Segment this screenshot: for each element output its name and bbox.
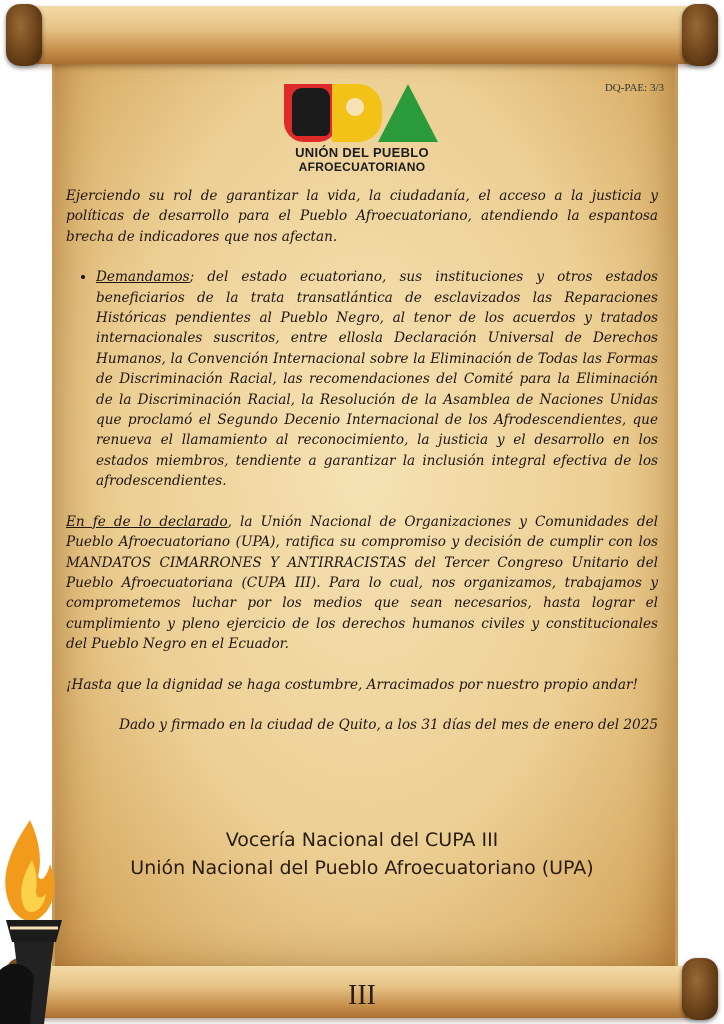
demand-item — [96, 267, 658, 491]
signature-line2: Unión Nacional del Pueblo Afroecuatoriano (UPA) — [130, 857, 594, 879]
document-body — [66, 186, 658, 735]
motto-paragraph: ¡Hasta que la dignidad se haga costumbre, Arracimados por nuestro propio andar! — [66, 676, 638, 693]
scroll-knob-top-right — [682, 4, 718, 66]
demand-lead: Demandamos — [96, 269, 190, 286]
signature-block — [66, 826, 658, 882]
raised-fist-icon — [292, 88, 330, 136]
upa-logo-mark — [284, 84, 440, 146]
scroll-knob-top-left — [6, 4, 42, 66]
page-number: III — [348, 980, 376, 1011]
document-reference: DQ-PAE: 3/3 — [604, 82, 664, 94]
demands-list — [66, 267, 658, 491]
signature-line1: Vocería Nacional del CUPA III — [225, 829, 499, 851]
logo-line2: AFROECUATORIANO — [298, 160, 426, 174]
upa-logo — [284, 84, 440, 178]
scroll-top-rod — [30, 6, 694, 64]
date-line: Dado y firmado en la ciudad de Quito, a los 31 días del mes de enero del 2025 — [119, 716, 658, 733]
logo-line1: UNIÓN DEL PUEBLO — [295, 145, 429, 160]
intro-paragraph: Ejerciendo su rol de garantizar la vida, la ciudadanía, el acceso a la justicia y políticas de desarrollo para el Pueblo Afroecuatoriano, atendiendo la espantosa brecha de indicadores que nos afectan. — [66, 188, 658, 245]
declaration-text: , la Unión Nacional de Organizaciones y Comunidades del Pueblo Afroecuatoriano (UPA), ratifica su compromiso y decisión de cumplir con los MANDATOS CIMARRONES Y ANTIRRACISTAS del Tercer Congreso Unitario del Pueblo Afroecuatoriana (CUPA III). Para lo cual, nos organizamos, trabajamos y comprometemos luchar por los medios que sean necesarios, hasta lograr el cumplimiento y pleno ejercicio de los derechos humanos civiles y constitucionales del Pueblo Negro en el Ecuador. — [66, 513, 658, 653]
declaration-paragraph — [66, 512, 658, 655]
demand-text: ; del estado ecuatoriano, sus instituciones y otros estados beneficiarios de la trata transatlántica de esclavizados las Reparaciones Históricas pendientes al Pueblo Negro, al tenor de los acuerdos y tratados internacionales suscritos, entre ellosla Declaración Universal de Derechos Humanos, la Convención Internacional sobre la Eliminación de Todas las Formas de Discriminación Racial, las recomendaciones del Comité para la Eliminación de la Discriminación Racial, la Resolución de la Asamblea de Naciones Unidas que proclamó el Segundo Decenio Internacional de los Afrodescendientes, que renueva el llamamiento al reconocimiento, la justicia y el desarrollo en los estados miembros, tendiente a garantizar la inclusión integral efectiva de los afrodescendientes. — [96, 269, 658, 490]
logo-wordmark — [284, 146, 440, 174]
declaration-lead: En fe de lo declarado — [66, 513, 228, 530]
